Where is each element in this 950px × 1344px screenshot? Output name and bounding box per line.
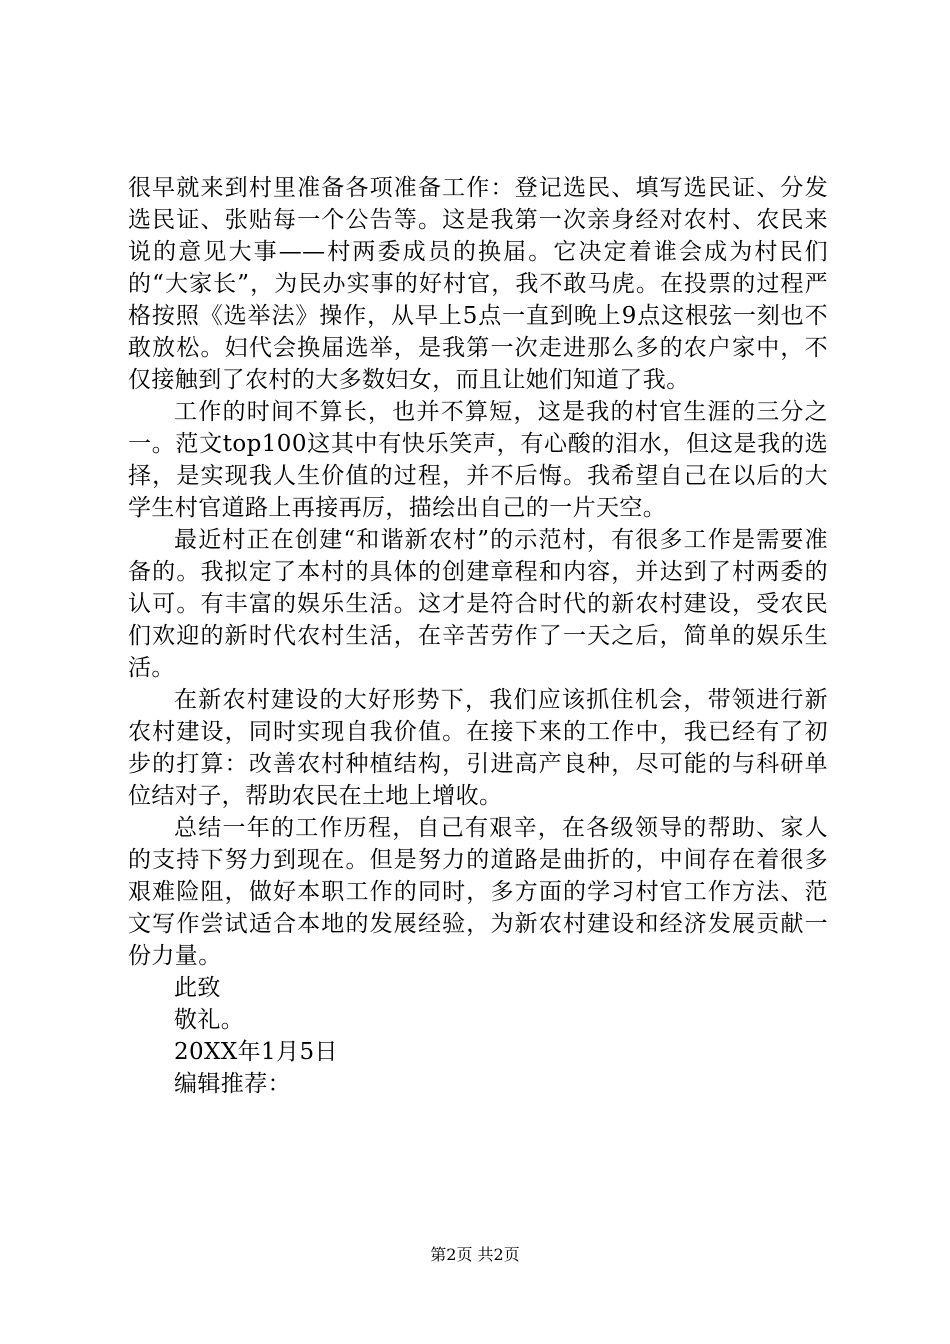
- letter-date: 20XX年1月5日: [174, 1039, 338, 1065]
- closing-salutation: 此致: [174, 975, 221, 1001]
- paragraph-4: 在新农村建设的大好形势下，我们应该抓住机会，带领进行新农村建设，同时实现自我价值。在接下来的工作中，我已经有了初步的打算：改善农村种植结构，引进高产良种，尽可能的与科研单位结对子，帮助农民在土地上增收。: [128, 687, 828, 809]
- paragraph-5: 总结一年的工作历程，自己有艰辛，在各级领导的帮助、家人的支持下努力到现在。但是努力的道路是曲折的，中间存在着很多艰难险阻，做好本职工作的同时，多方面的学习村官工作方法、范文写作尝试适合本地的发展经验，为新农村建设和经济发展贡献一份力量。: [128, 815, 828, 969]
- paragraph-1: 很早就来到村里准备各项准备工作：登记选民、填写选民证、分发选民证、张贴每一个公告等。这是我第一次亲身经对农村、农民来说的意见大事——村两委成员的换届。它决定着谁会成为村民们的“大家长”，为民办实事的好村官，我不敢马虎。在投票的过程严格按照《选举法》操作，从早上5点一直到晚上9点这根弦一刻也不敢放松。妇代会换届选举，是我第一次走进那么多的农户家中，不仅接触到了农村的大多数妇女，而且让她们知道了我。: [128, 175, 828, 393]
- page-footer: 第2页 共2页: [430, 1245, 520, 1264]
- paragraph-2: 工作的时间不算长，也并不算短，这是我的村官生涯的三分之一。范文top100这其中有快乐笑声，有心酸的泪水，但这是我的选择，是实现我人生价值的过程，并不后悔。我希望自己在以后的大学生村官道路上再接再厉，描绘出自己的一片天空。: [128, 399, 828, 521]
- document-body: [128, 172, 828, 1100]
- editor-recommend-label: 编辑推荐：: [174, 1071, 291, 1097]
- closing-respect: 敬礼。: [174, 1007, 245, 1033]
- paragraph-3: 最近村正在创建“和谐新农村”的示范村，有很多工作是需要准备的。我拟定了本村的具体的创建章程和内容，并达到了村两委的认可。有丰富的娱乐生活。这才是符合时代的新农村建设，受农民们欢迎的新时代农村生活，在辛苦劳作了一天之后，简单的娱乐生活。: [128, 527, 828, 681]
